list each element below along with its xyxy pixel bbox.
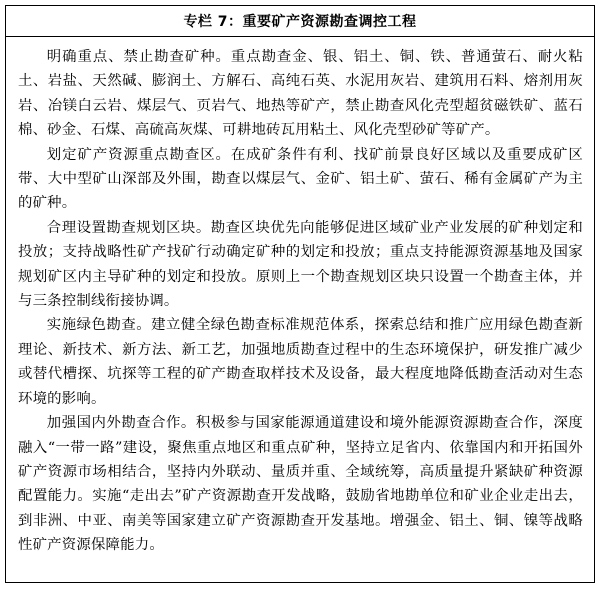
paragraph-green-exploration: 实施绿色勘查。建立健全绿色勘查标准规范体系，探索总结和推广应用绿色勘查新理论、新技术、新方法、新工艺，加强地质勘查过程中的生态环境保护，研发推广减少或替代槽探、坑探等工程的矿产勘查取样技术及设备，最大程度地降低勘查活动对生态环境的影响。: [18, 317, 583, 407]
column-title: 专栏 7：重要矿产资源勘查调控工程: [6, 6, 594, 37]
column-content: [6, 37, 594, 558]
paragraph-cooperation: 加强国内外勘查合作。积极参与国家能源通道建设和境外能源资源勘查合作，深度融入“一带一路”建设，聚焦重点地区和重点矿种，坚持立足省内、依靠国内和开拓国外矿产资源市场相结合，坚持内外联动、量质并重、全域统筹，高质量提升紧缺矿种资源配置能力。实施“走出去”矿产资源勘查开发战略，鼓励省地勘单位和矿业企业走出去，到非洲、中亚、南美等国家建立矿产资源勘查开发基地。增强金、铝土、铜、镍等战略性矿产资源保障能力。: [18, 415, 583, 554]
paragraph-exploration-blocks: 合理设置勘查规划区块。勘查区块优先向能够促进区域矿业产业发展的矿种划定和投放；支持战略性矿产找矿行动确定矿种的划定和投放；重点支持能源资源基地及国家规划矿区内主导矿种的划定和投放。原则上一个勘查规划区块只设置一个勘查主体，并与三条控制线衔接协调。: [18, 219, 583, 310]
column-box: [5, 5, 595, 583]
paragraph-key-exploration-zones: 划定矿产资源重点勘查区。在成矿条件有利、找矿前景良好区域以及重要成矿区带、大中型矿山深部及外围，勘查以煤层气、金矿、铝土矿、萤石、稀有金属矿产为主的矿种。: [18, 146, 583, 212]
paragraph-key-minerals: 明确重点、禁止勘查矿种。重点勘查金、银、铝土、铜、铁、普通萤石、耐火粘土、岩盐、天然碱、膨润土、方解石、高纯石英、水泥用灰岩、建筑用石料、熔剂用灰岩、冶镁白云岩、煤层气、页岩气、地热等矿产，禁止勘查风化壳型超贫磁铁矿、蓝石棉、砂金、石煤、高硫高灰煤、可耕地砖瓦用粘土、风化壳型砂矿等矿产。: [18, 49, 583, 139]
